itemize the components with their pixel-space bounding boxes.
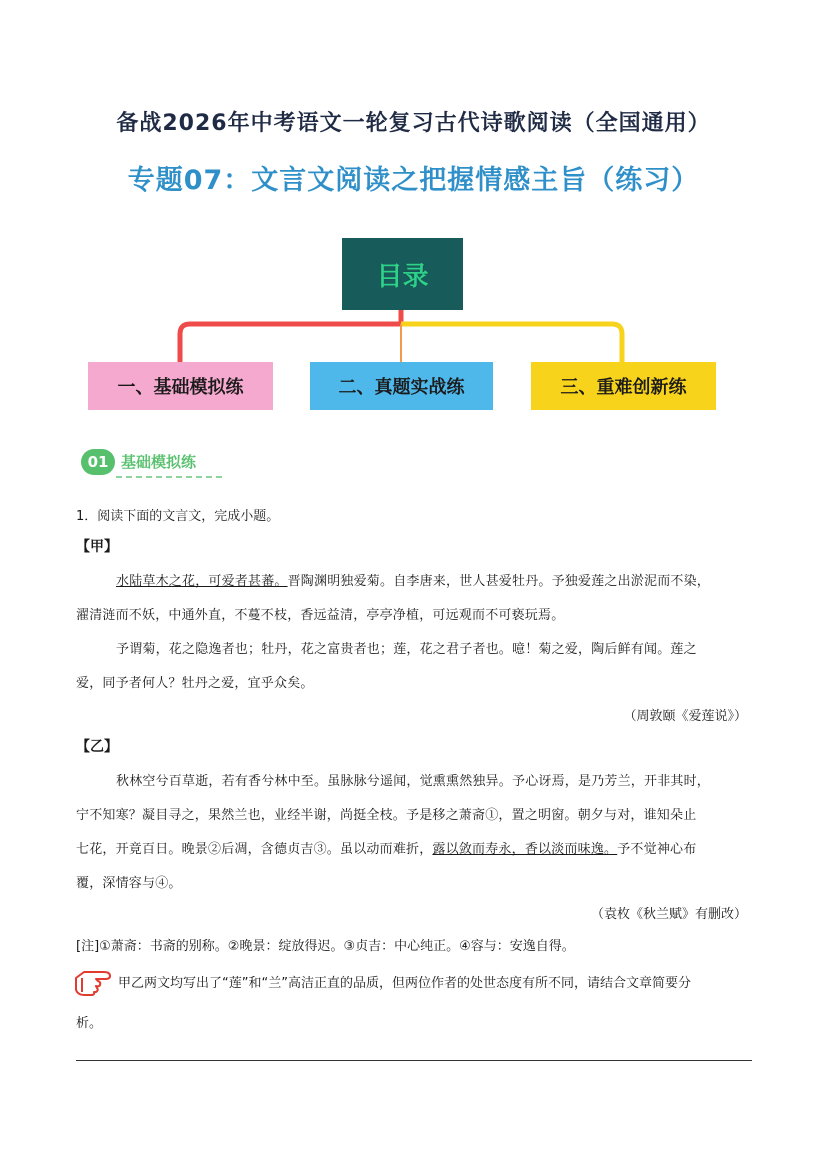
question-intro: 1．阅读下面的文言文，完成小题。 (76, 509, 280, 524)
passage-yi-line-1: 秋林空兮百草逝，若有香兮林中至。虽脉脉兮遥闻，觉熏熏然独异。予心讶焉，是乃芳兰，开非其时， (116, 774, 711, 789)
passage-jia-line-3: 予谓菊，花之隐逸者也；牡丹，花之富贵者也；莲，花之君子者也。噫！菊之爱，陶后鲜有闻。莲之 (116, 642, 697, 657)
section-number-badge: 01 (81, 449, 115, 475)
passage-jia-marker: 【甲】 (76, 539, 118, 555)
passage-yi-marker: 【乙】 (76, 739, 118, 755)
passage-text: 晋陶渊明独爱菊。自李唐来，世人甚爱牡丹。予独爱莲之出淤泥而不染， (287, 574, 711, 589)
toc-branch-left (180, 310, 401, 362)
passage-text: 虽以动而难折， (340, 842, 433, 857)
toc-title: 目录 (376, 261, 429, 292)
document-subtitle: 专题07：文言文阅读之把握情感主旨（练习） (127, 165, 700, 196)
document-title: 备战2026年中考语文一轮复习古代诗歌阅读（全国通用） (116, 111, 711, 136)
question-prompt-line-1: 甲乙两文均写出了“莲”和“兰”高洁正直的品质，但两位作者的处世态度有所不同，请结合文章简要分 (118, 976, 691, 991)
passage-yi-line-2: 宁不知寒？凝目寻之，果然兰也，业经半谢，尚挺全枝。予是移之萧斋①，置之明窗。朝夕与对，谁知朵止 (76, 808, 697, 823)
question-prompt-line-2: 析。 (76, 1016, 103, 1031)
passage-text: 七花，开竟百日。晚景②后凋，含德贞吉③。 (76, 842, 341, 857)
toc-item-innovation-practice[interactable]: 三、重难创新练 (531, 362, 716, 410)
passage-yi-line-3 (76, 838, 752, 857)
passage-text: 予不觉神心布 (617, 842, 697, 857)
toc-item-basic-practice[interactable]: 一、基础模拟练 (88, 362, 273, 410)
underlined-sentence: 露以敛而寿永，香以淡而味逸。 (432, 842, 618, 857)
section-underline (116, 476, 222, 478)
toc-item-real-exam-practice[interactable]: 二、真题实战练 (310, 362, 493, 410)
toc-title-box (342, 238, 463, 310)
pointing-hand-icon (74, 966, 114, 998)
passage-jia-line-1 (116, 570, 752, 589)
passage-jia-source: （周敦颐《爱莲说》） (623, 709, 747, 724)
answer-line (76, 1060, 752, 1061)
passage-yi-source: （袁枚《秋兰赋》有删改） (590, 907, 747, 922)
passage-jia-line-2: 濯清涟而不妖，中通外直，不蔓不枝，香远益清，亭亭净植，可远观而不可亵玩焉。 (76, 608, 565, 623)
underlined-sentence: 水陆草木之花，可爱者甚蕃。 (116, 574, 288, 589)
toc-connector-lines (0, 0, 827, 420)
passage-yi-line-4: 覆，深情容与④。 (76, 876, 182, 891)
passage-jia-line-4: 爱，同予者何人？牡丹之爱，宜乎众矣。 (76, 676, 314, 691)
toc-branch-right (401, 324, 622, 362)
annotation-notes: [注]①萧斋：书斋的别称。②晚景：绽放得迟。③贞吉：中心纯正。④容与：安逸自得。 (76, 939, 575, 954)
section-label: 基础模拟练 (121, 453, 197, 471)
